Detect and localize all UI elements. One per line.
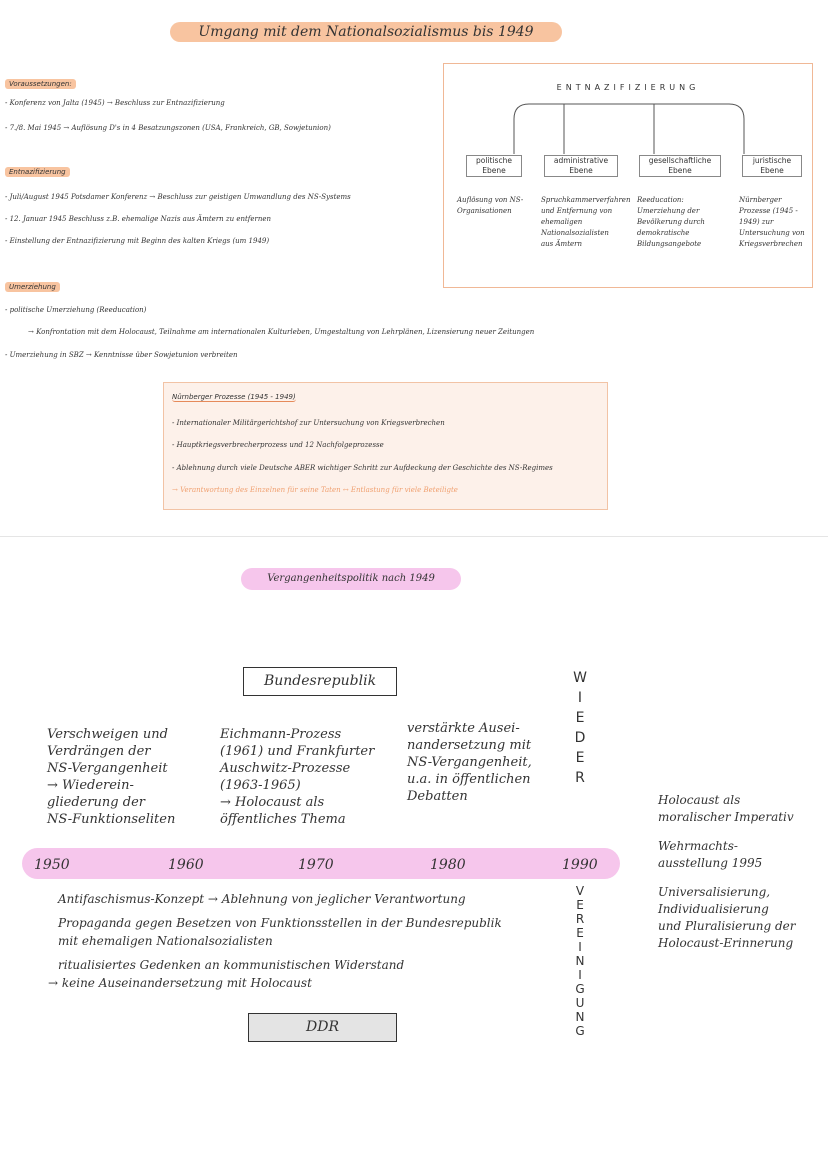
- letter: V: [575, 884, 585, 898]
- text-line: → keine Auseinandersetzung mit Holocaust: [48, 976, 312, 990]
- text-line: (1963-1965): [220, 778, 301, 793]
- letter: G: [575, 982, 585, 996]
- text-line: Individualisierung: [658, 902, 769, 916]
- text-line: und Pluralisierung der: [658, 919, 796, 933]
- voraussetzungen-item: - 7./8. Mai 1945 → Auflösung D's in 4 Besatzungszonen (USA, Frankreich, GB, Sowjetunion): [5, 124, 331, 132]
- entnazifizierung-item: - 12. Januar 1945 Beschluss z.B. ehemalige Nazis aus Ämtern zu entfernen: [5, 215, 272, 223]
- entnazifizierung-item: - Einstellung der Entnazifizierung mit Beginn des kalten Kriegs (um 1949): [5, 237, 270, 245]
- year-label: 1980: [430, 857, 466, 873]
- text-line: mit ehemaligen Nationalsozialisten: [58, 934, 273, 948]
- year-label: 1950: [34, 857, 70, 873]
- text-line: ausstellung 1995: [658, 856, 763, 870]
- umerziehung-item: → Konfrontation mit dem Holocaust, Teilnahme am internationalen Kulturleben, Umgestaltung von Lehrplänen, Lizensierung neuer Zeitungen: [28, 328, 535, 336]
- text-line: → Holocaust als: [220, 795, 325, 810]
- entnazifizierung-diagram: [443, 63, 813, 288]
- text-line: verstärkte Ausei-: [407, 721, 520, 736]
- voraussetzungen-item: - Konferenz von Jalta (1945) → Beschluss zur Entnazifizierung: [5, 99, 225, 107]
- umerziehung-item: - Umerziehung in SBZ → Kenntnisse über Sowjetunion verbreiten: [5, 351, 238, 359]
- letter: G: [575, 1024, 585, 1038]
- brd-column-1980s: [407, 720, 532, 805]
- letter: U: [575, 996, 585, 1010]
- year-label: 1970: [298, 857, 334, 873]
- nuernberg-note: → Verantwortung des Einzelnen für seine Taten ↔ Entlastung für viele Beteiligte: [172, 486, 458, 494]
- level-text: Auflösung von NS-Organisationen: [457, 196, 524, 215]
- text-line: u.a. in öffentlichen: [407, 772, 531, 787]
- wieder-vertical: [570, 668, 590, 788]
- nuernberger-prozesse-box: [163, 382, 608, 510]
- text-line: Verdrängen der: [47, 744, 151, 759]
- text-line: NS-Vergangenheit: [47, 761, 168, 776]
- voraussetzungen-heading: Voraussetzungen:: [5, 79, 76, 89]
- umerziehung-item: - politische Umerziehung (Reeducation): [5, 306, 147, 314]
- letter: I: [578, 940, 582, 954]
- brd-column-1950s: [47, 726, 175, 828]
- nuernberg-item: - Hauptkriegsverbrecherprozess und 12 Nachfolgeprozesse: [172, 441, 384, 449]
- text-line: Antifaschismus-Konzept → Ablehnung von jeglicher Verantwortung: [58, 892, 466, 906]
- text-line: Propaganda gegen Besetzen von Funktionsstellen in der Bundesrepublik: [58, 916, 502, 930]
- year-label: 1960: [168, 857, 204, 873]
- brd-column-1960s: [220, 726, 374, 828]
- letter: I: [577, 690, 583, 706]
- entnazifizierung-item: - Juli/August 1945 Potsdamer Konferenz → Beschluss zur geistigen Umwandlung des NS-Systems: [5, 193, 351, 201]
- ddr-notes: [48, 890, 502, 992]
- letter: E: [575, 710, 585, 726]
- letter: N: [575, 954, 585, 968]
- brd-label: Bundesrepublik: [243, 667, 397, 696]
- letter: W: [573, 670, 587, 686]
- text-line: Auschwitz-Prozesse: [220, 761, 351, 776]
- vereinigung-vertical: [570, 884, 590, 1038]
- text-line: nandersetzung mit: [407, 738, 532, 753]
- text-line: NS-Vergangenheit,: [407, 755, 532, 770]
- year-label: 1990: [562, 857, 598, 873]
- level-text: Nürnberger Prozesse (1945 - 1949) zur Untersuchung von Kriegsverbrechen: [739, 196, 805, 248]
- text-line: Verschweigen und: [47, 727, 168, 742]
- letter: D: [574, 730, 586, 746]
- level-text: Reeducation: Umerziehung der Bevölkerung durch demokratische Bildungsangebote: [637, 196, 705, 248]
- letter: N: [575, 1010, 585, 1024]
- text-line: öffentliches Thema: [220, 812, 346, 827]
- letter: R: [575, 912, 585, 926]
- page-title: Umgang mit dem Nationalsozialismus bis 1949: [170, 22, 562, 42]
- post-1990-notes: [658, 792, 823, 952]
- text-line: NS-Funktionseliten: [47, 812, 176, 827]
- level-administrativ: administrative Ebene: [544, 155, 618, 177]
- text-line: Universalisierung,: [658, 885, 771, 899]
- ddr-label: DDR: [248, 1013, 397, 1042]
- section-title: Vergangenheitspolitik nach 1949: [241, 568, 461, 590]
- text-line: moralischer Imperativ: [658, 810, 794, 824]
- text-line: Debatten: [407, 789, 468, 804]
- level-gesellschaftlich: gesellschaftliche Ebene: [639, 155, 721, 177]
- nuernberg-item: - Internationaler Militärgerichtshof zur Untersuchung von Kriegsverbrechen: [172, 419, 445, 427]
- nuernberg-heading: Nürnberger Prozesse (1945 - 1949): [172, 393, 296, 401]
- level-politisch: politische Ebene: [466, 155, 522, 177]
- text-line: (1961) und Frankfurter: [220, 744, 375, 759]
- entnazifizierung-heading: Entnazifizierung: [5, 167, 70, 177]
- text-line: Holocaust als: [658, 793, 741, 807]
- letter: E: [575, 750, 585, 766]
- text-line: → Wiederein-: [47, 778, 134, 793]
- level-text: Spruchkammerverfahren und Entfernung von ehemaligen Nationalsozialisten aus Ämtern: [541, 196, 631, 248]
- letter: E: [576, 926, 584, 940]
- text-line: Holocaust-Erinnerung: [658, 936, 794, 950]
- umerziehung-heading: Umerziehung: [5, 282, 60, 292]
- nuernberg-item: - Ablehnung durch viele Deutsche ABER wichtiger Schritt zur Aufdeckung der Geschichte des NS-Regimes: [172, 464, 553, 472]
- text-line: Wehrmachts-: [658, 839, 738, 853]
- letter: R: [575, 770, 585, 786]
- text-line: Eichmann-Prozess: [220, 727, 342, 742]
- section-divider: [0, 536, 828, 537]
- level-juristisch: juristische Ebene: [742, 155, 802, 177]
- text-line: ritualisiertes Gedenken an kommunistischen Widerstand: [58, 958, 405, 972]
- letter: I: [578, 968, 582, 982]
- text-line: gliederung der: [47, 795, 145, 810]
- letter: E: [576, 898, 584, 912]
- diagram-title: ENTNAZIFIZIERUNG: [556, 83, 700, 92]
